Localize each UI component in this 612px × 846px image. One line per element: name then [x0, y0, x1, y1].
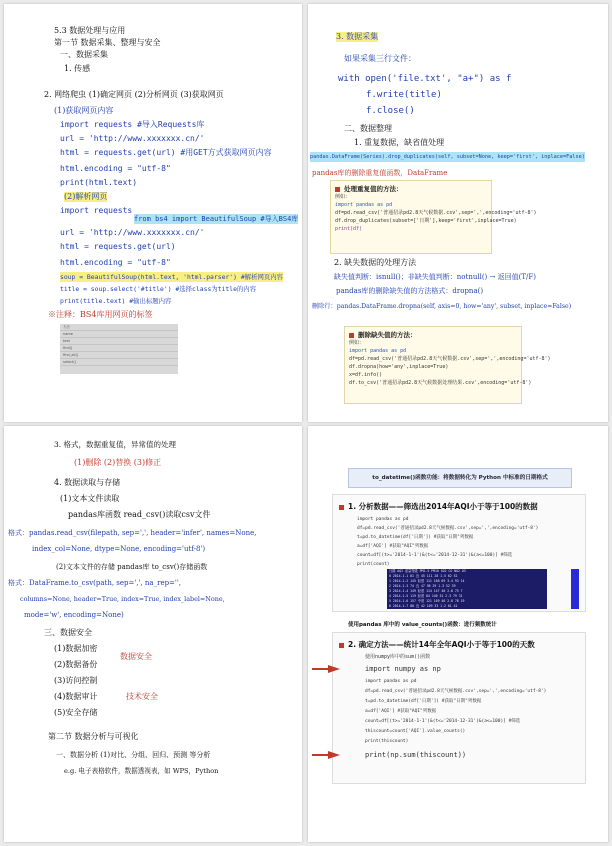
code-row: a=df['AQI'] #获取"AQI"列数据 [365, 709, 437, 714]
heading-security: 三、数据安全 [44, 628, 92, 637]
code-line: f.close() [366, 106, 415, 116]
table-row: 4 2014-1-5 119 轻度 84 140 31 2.3 79 31 [389, 594, 463, 598]
code-row: df.to_csv('普通招录pd2.8天气候数据处理结果.csv',encoding='utf-8') [349, 380, 532, 386]
note-line: e.g. 电子表格软件，数据透视表，如 WPS，Python [64, 767, 219, 775]
note-line: 如果采集三行文件： [344, 54, 416, 63]
code-line: import requests #导入Requests库 [60, 120, 205, 129]
code-line: print(html.text) [60, 178, 138, 187]
code-row: df.drop_duplicates(subset=['日期'],keep='first',inplace=True) [335, 218, 517, 224]
card-title: 处理重复值的方法： [344, 185, 403, 193]
list-item: (3)访问控制 [54, 676, 98, 685]
code-row: 例如： [349, 340, 365, 346]
code-row: df=pd.read_csv('普通招录pd2.8天气候数据.csv',sep=',',encoding='utf-8') [335, 210, 537, 216]
code-line: print(title.text) #输出标题内容 [60, 297, 172, 305]
subheading-store: (2)文本文件的存储 pandas库 to_csv()存储函数 [56, 563, 208, 571]
code-row: import pandas as pd [365, 679, 417, 684]
code-row: a=df['AQI'] #获取"AQI"列数据 [357, 544, 429, 549]
code-row: print(df) [335, 226, 363, 232]
signature-store: columns=None, header=True, index=True, index_label=None, [20, 595, 225, 603]
heading-collect: 3. 数据采集 [336, 32, 379, 41]
table-row: 0 2014-1-1 81 良 45 111 28 1.5 62 52 [389, 574, 458, 578]
list-item: (4)数据审计 [54, 692, 98, 701]
table-row: 1 2014-1-2 145 轻度 111 168 69 3.4 93 14 [389, 579, 465, 583]
code-row: df.dropna(how='any',inplace=True) [349, 364, 449, 370]
note-parse-page: (2)解析网页 [64, 192, 108, 201]
code-row: print(count) [357, 562, 390, 567]
note-line: 一、数据分析 (1)对比、分组、回归、预测 等分析 [56, 751, 211, 759]
code-row: thiscount=count['AQI'].value_counts() [365, 729, 466, 734]
code-row: print(np.sum(thiscount)) [365, 751, 467, 759]
code-row: t=pd.to_datetime(df['日期']) #获取"日期"列数据 [357, 535, 474, 540]
code-line: f.write(title) [366, 90, 442, 100]
card-title: 删除缺失值的方法： [358, 331, 417, 339]
code-row: import numpy as np [365, 665, 441, 673]
note-bs4: ※注释：BS4库用网页的标签 [48, 310, 153, 319]
code-line: url = 'http://www.xxxxxxx.cn/' [60, 134, 205, 143]
subheading-duplicates: 1. 重复数据，缺省值处理 [354, 138, 445, 147]
list-item: (2)数据备份 [54, 660, 98, 669]
table-row: 5 2014-1-6 157 中度 121 169 46 2.8 78 19 [389, 599, 465, 603]
list-item: (1)数据加密 [54, 644, 98, 653]
notebook-page-3 [4, 426, 302, 842]
item-crawler: 2. 网络爬虫 (1)确定网页 (2)分析网页 (3)获取网页 [44, 90, 224, 99]
heading-organize: 二、数据整理 [344, 124, 392, 133]
section-title: 5.3 数据处理与应用 [54, 26, 126, 35]
table-row: 2 2014-1-3 74 良 47 98 29 1.3 52 39 [389, 584, 456, 588]
table-row: 3 2014-1-4 149 轻度 114 147 40 2.8 75 7 [389, 589, 463, 593]
slide-subheading: 使用numpy库中的sum()函数 [365, 654, 431, 660]
list-item: (5)安全存储 [54, 708, 98, 717]
code-row: count=df[(t>='2014-1-1')&(t<='2014-12-31')&(a<=100)] #筛选 [365, 719, 521, 724]
bullet-icon [335, 187, 340, 192]
note-line: pandas库函数 read_csv()读取csv文件 [68, 510, 211, 519]
code-row: import pandas as pd [335, 202, 393, 208]
code-line: with open('file.txt', "a+") as f [338, 74, 512, 84]
table-row: select() [60, 359, 178, 366]
heading-anomaly: 3. 格式，数据重复值，异常值的处理 [54, 440, 177, 449]
slide-header: to_datetime()函数功能：将数据转化为 Python 中标准的日期格式 [348, 468, 572, 488]
signature-store: 格式：DataFrame.to_csv(path, sep=',', na_rep='', [8, 579, 182, 587]
code-row: df=pd.read_csv('普通招录pd2.8天气候数据.csv',sep=',',encoding='utf-8') [365, 689, 547, 694]
code-card-duplicates [330, 180, 537, 254]
caption-value-counts: 使用pandas 库中的 value_counts()函数：进行频数统计 [348, 622, 497, 628]
code-row: x=df.info() [349, 372, 383, 378]
code-card-missing [344, 326, 551, 404]
table-row: 6 2014-1-7 80 良 42 109 33 1.2 61 41 [389, 604, 458, 608]
code-line-highlighted: soup = BeautifulSoup(html.text, 'html.parser') #解析网页内容 [60, 273, 284, 281]
scrollbar-strip [571, 569, 579, 609]
reference-table [60, 324, 178, 374]
slide-analyze [332, 494, 586, 612]
arrow-head-icon [328, 751, 340, 759]
heading-analysis: 第二节 数据分析与可视化 [48, 732, 139, 741]
code-line: html = requests.get(url) #用GET方式获取网页内容 [60, 148, 272, 157]
table-row: 方法 [60, 324, 178, 331]
heading-collection: 一、数据采集 [60, 50, 108, 59]
code-line: html.encoding = "utf-8" [60, 164, 171, 173]
table-row: 日期 AQI 质量等级 PM2.5 PM10 SO2 CO NO2 O3 [389, 569, 466, 573]
note-line: 删除行：pandas.DataFrame.dropna(self, axis=0, how='any', subset, inplace=False) [312, 303, 572, 310]
notebook-page-4 [308, 426, 608, 842]
subheading-read: (1)文本文件读取 [60, 494, 120, 503]
arrow-head-icon [328, 665, 340, 673]
slide-heading: 1. 分析数据——筛选出2014年AQI小于等于100的数据 [348, 502, 538, 511]
table-row: find_all() [60, 352, 178, 359]
slide-heading: 2. 确定方法——统计14年全年AQI小于等于100的天数 [348, 640, 535, 649]
notebook-page-2 [308, 4, 608, 422]
table-row: text [60, 338, 178, 345]
brace-label: 数据安全 [120, 652, 152, 661]
bullet-icon [349, 333, 354, 338]
brace-label: 技术安全 [126, 692, 158, 701]
note-line: pandas库的删除缺失值的方法格式：dropna() [336, 287, 484, 295]
code-line: import requests [60, 206, 133, 215]
signature-line: pandas.DataFrame(Series).drop_duplicates(self, subset=None, keep='first', inplace=False) [310, 154, 585, 160]
table-row: find() [60, 345, 178, 352]
code-line: url = 'http://www.xxxxxxx.cn/' [60, 228, 205, 237]
code-line: title = soup.select('#title') #选择class为title的内容 [60, 285, 257, 293]
code-row: print(thiscount) [365, 739, 409, 744]
bullet-icon [339, 643, 344, 648]
heading-read-store: 4. 数据读取与存储 [54, 478, 121, 487]
signature-read: index_col=None, dtype=None, encoding='utf-8') [32, 545, 206, 553]
code-line: html = requests.get(url) [60, 242, 176, 251]
chapter-title: 第一节 数据采集、整理与安全 [54, 38, 161, 47]
notebook-page-1 [4, 4, 302, 422]
code-row: t=pd.to_datetime(df['日期']) #获取"日期"列数据 [365, 699, 482, 704]
note-line: 缺失值判断：isnull()；非缺失值判断：notnull() → 返回值(T/F) [334, 273, 536, 281]
signature-store: mode='w', encoding=None) [24, 611, 124, 619]
table-row: name [60, 331, 178, 338]
code-row: count=df[(t>='2014-1-1')&(t<='2014-12-31')&(a<=100)] #筛选 [357, 553, 513, 558]
bullet-icon [339, 505, 344, 510]
item-sensor: 1. 传感 [64, 64, 91, 73]
note-line: pandas库的删除重复值函数，DataFrame [312, 169, 448, 177]
code-row: import pandas as pd [349, 348, 407, 354]
note-methods: (1)删除 (2)替换 (3)修正 [74, 458, 162, 467]
code-line: html.encoding = "utf-8" [60, 258, 171, 267]
subheading-missing: 2. 缺失数据的处理方法 [334, 258, 417, 267]
code-row: 例如： [335, 194, 351, 200]
code-row: df=pd.read_csv('普通招录pd2.8天气候数据.csv',sep=',',encoding='utf-8') [357, 526, 539, 531]
code-row: df=pd.read_csv('普通招录pd2.8天气候数据.csv',sep=',',encoding='utf-8') [349, 356, 551, 362]
slide-method [332, 632, 586, 784]
note-get-page: (1)获取网页内容 [54, 106, 114, 115]
code-row: import pandas as pd [357, 517, 409, 522]
output-table [387, 569, 547, 609]
code-line-highlighted: from bs4 import BeautifulSoup #导入BS4库 [134, 215, 299, 223]
signature-read: 格式：pandas.read_csv(filepath, sep=',', header='infer', names=None, [8, 529, 257, 537]
